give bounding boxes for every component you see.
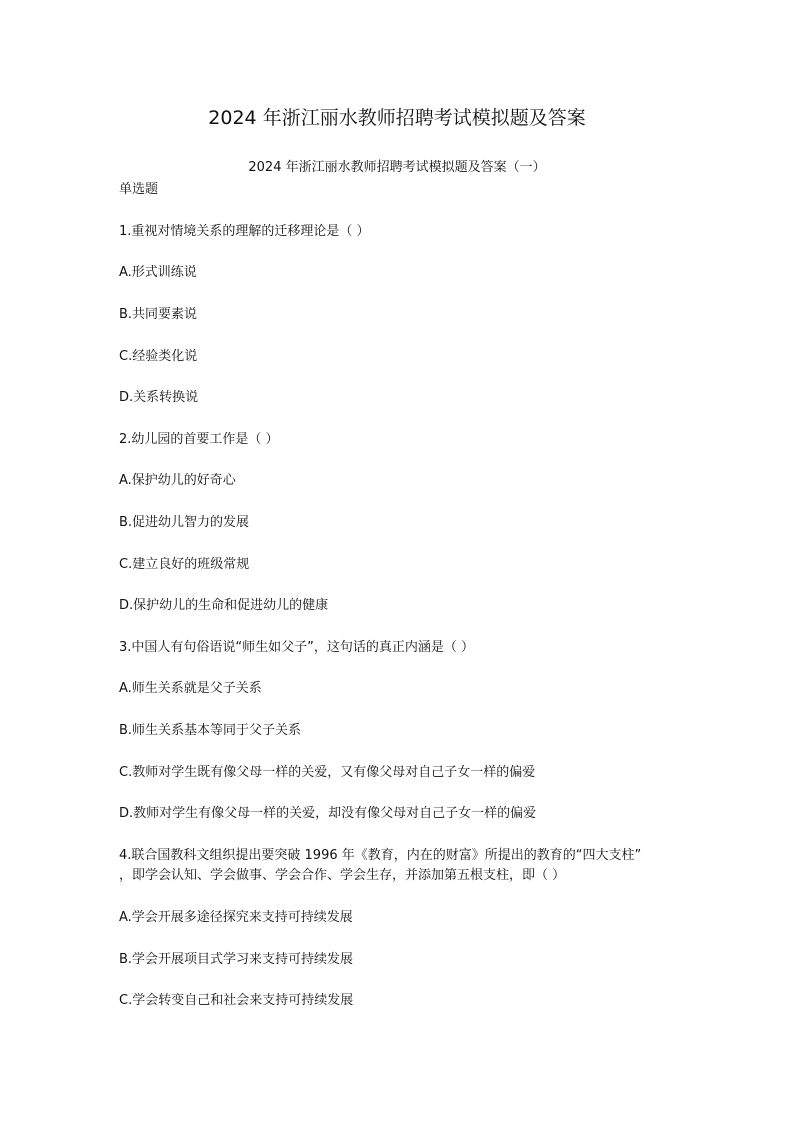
question-1-option-a: A.形式训练说 [119, 265, 197, 280]
question-4-option-b: B.学会开展项目式学习来支持可持续发展 [119, 952, 354, 967]
question-4-option-a: A.学会开展多途径探究来支持可持续发展 [119, 910, 353, 925]
question-4-stem-line-1: 4.联合国教科文组织提出要突破 1996 年《教育，内在的财富》所提出的教育的“四大支柱” [119, 848, 642, 863]
question-2-option-d: D.保护幼儿的生命和促进幼儿的健康 [119, 598, 329, 613]
question-1-option-b: B.共同要素说 [119, 307, 198, 322]
page-title: 2024 年浙江丽水教师招聘考试模拟题及答案 [208, 107, 586, 129]
question-4-option-c: C.学会转变自己和社会来支持可持续发展 [119, 993, 354, 1008]
question-2-option-a: A.保护幼儿的好奇心 [119, 473, 236, 488]
question-3-option-b: B.师生关系基本等同于父子关系 [119, 723, 302, 738]
question-1-option-c: C.经验类化说 [119, 349, 198, 364]
question-2-option-c: C.建立良好的班级常规 [119, 557, 250, 572]
question-3-stem: 3.中国人有句俗语说“师生如父子”，这句话的真正内涵是（ ） [119, 640, 475, 655]
question-1-option-d: D.关系转换说 [119, 390, 199, 405]
question-3-option-c: C.教师对学生既有像父母一样的关爱，又有像父母对自己子女一样的偏爱 [119, 765, 536, 780]
question-4-stem-line-2: ，即学会认知、学会做事、学会合作、学会生存，并添加第五根支柱，即（ ） [119, 868, 566, 883]
question-3-option-d: D.教师对学生有像父母一样的关爱，却没有像父母对自己子女一样的偏爱 [119, 806, 537, 821]
question-2-option-b: B.促进幼儿智力的发展 [119, 515, 250, 530]
page-subtitle: 2024 年浙江丽水教师招聘考试模拟题及答案（一） [248, 160, 546, 175]
question-1-stem: 1.重视对情境关系的理解的迁移理论是（ ） [119, 224, 370, 239]
question-2-stem: 2.幼儿园的首要工作是（ ） [119, 432, 279, 447]
section-heading: 单选题 [119, 182, 159, 197]
question-3-option-a: A.师生关系就是父子关系 [119, 681, 262, 696]
